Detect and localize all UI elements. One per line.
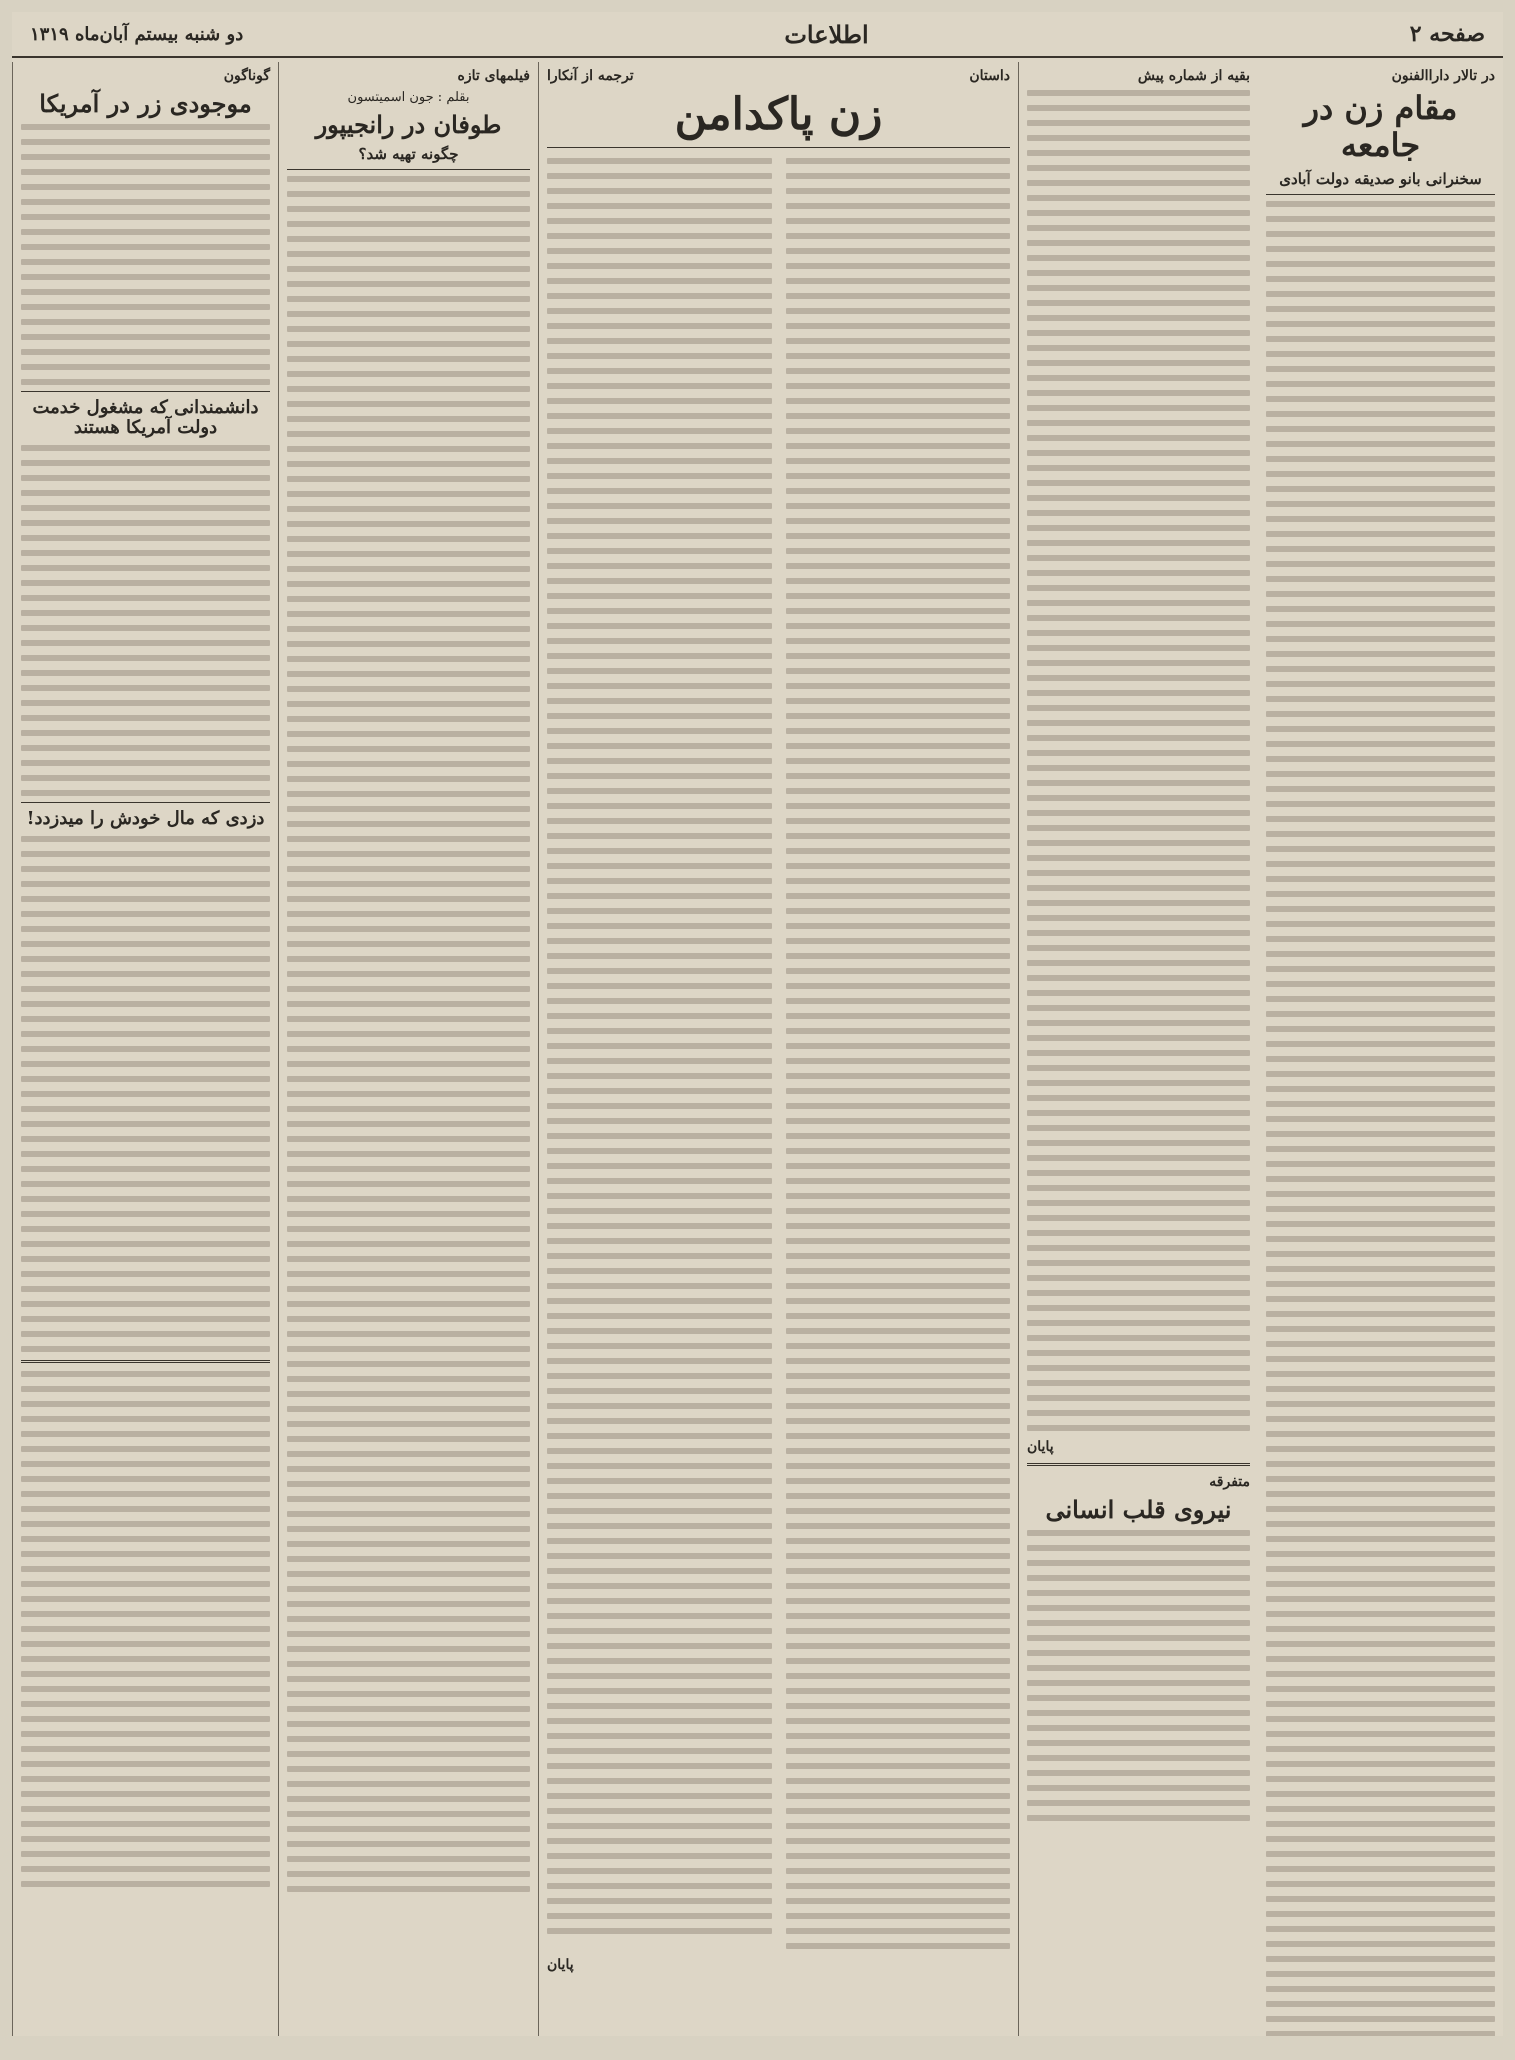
- column-films: [278, 62, 538, 2036]
- gold-body: [21, 124, 270, 385]
- story-body-left: [547, 158, 772, 1949]
- column-story: [538, 62, 1018, 2036]
- scientists-headline: دانشمندانی که مشغول خدمت دولت آمریکا هستند: [32, 396, 259, 439]
- translation-tag: ترجمه از آنکارا: [547, 68, 634, 84]
- continued-body: [1027, 90, 1250, 1431]
- column-women: [1258, 62, 1503, 2036]
- films-body: [287, 176, 530, 1892]
- section-tag: در تالار داراالفنون: [1391, 68, 1495, 84]
- films-subhead: چگونه تهیه شد؟: [358, 144, 459, 163]
- paper-name: اطلاعات: [784, 19, 869, 49]
- films-byline: بقلم : جون اسمیتسون: [347, 90, 470, 105]
- story-body-right: [786, 158, 1011, 1949]
- column-continued: [1018, 62, 1258, 2036]
- thief-headline: دزدی که مال خودش را میدزدد!: [26, 807, 265, 829]
- mind-headline: نیروی قلب انسانی: [1045, 1495, 1232, 1524]
- women-body: [1266, 201, 1495, 2036]
- story-headline: زن پاکدامن: [674, 89, 883, 140]
- scientists-body: [21, 445, 270, 796]
- mind-body: [1027, 1530, 1250, 1821]
- women-subhead: سخنرانی بانو صدیقه دولت آبادی: [1279, 169, 1482, 188]
- thief-body: [21, 836, 270, 1352]
- misc-section-tag: گوناگون: [223, 68, 270, 84]
- women-headline: مقام زن در جامعه: [1303, 89, 1458, 164]
- continued-tag: بقیه از شماره پیش: [1137, 68, 1250, 84]
- column-misc: [12, 62, 278, 2036]
- women-end-label: پایان: [1027, 1439, 1054, 1455]
- story-end-label: پایان: [547, 1956, 574, 1973]
- masthead: [12, 12, 1503, 58]
- page-number: صفحه ۲: [1409, 21, 1485, 47]
- issue-date: دو شنبه بیستم آبان‌ماه ۱۳۱۹: [30, 23, 244, 45]
- gold-headline: موجودی زر در آمریکا: [39, 89, 252, 118]
- newspaper-page: [12, 12, 1503, 2036]
- misc-bottom-body: [21, 1371, 270, 1887]
- films-headline: طوفان در رانجیپور: [315, 110, 502, 139]
- films-tag: فیلمهای تازه: [457, 68, 530, 84]
- misc-tag: متفرقه: [1209, 1474, 1250, 1490]
- columns: [12, 62, 1503, 2036]
- story-tag: داستان: [969, 68, 1010, 84]
